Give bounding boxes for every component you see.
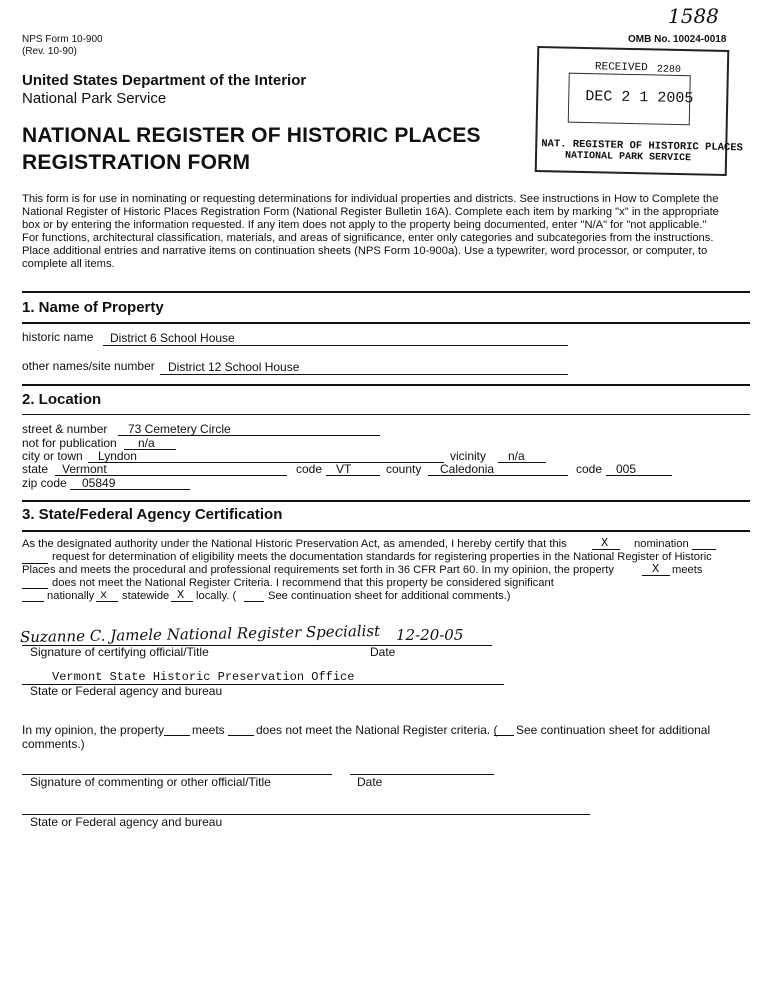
signature-label: Signature of certifying official/Title xyxy=(30,645,209,659)
city-field[interactable]: Lyndon xyxy=(98,449,137,463)
county-label: county xyxy=(386,462,422,476)
section1-top-rule xyxy=(22,291,750,293)
county-field[interactable]: Caledonia xyxy=(440,462,495,476)
stamp-line2: NATIONAL PARK SERVICE xyxy=(564,150,692,165)
zip-underline xyxy=(70,489,190,490)
form-title-line2: REGISTRATION FORM xyxy=(22,151,251,174)
agency-label: State or Federal agency and bureau xyxy=(30,684,223,698)
vicinity-underline xyxy=(498,462,546,463)
other-names-label: other names/site number xyxy=(22,359,155,373)
opinion-does-not-meet-label: does not meet the National Register criteria. ( xyxy=(256,723,498,737)
locally-mark-underline xyxy=(171,601,193,602)
nationally-label: nationally xyxy=(47,590,95,602)
not-for-publication-field[interactable]: n/a xyxy=(138,436,155,450)
certifying-signature: Suzanne C. Jamele National Register Specialist xyxy=(19,621,381,647)
opinion-meets-blank[interactable] xyxy=(164,735,190,736)
agency-field[interactable]: Vermont State Historic Preservation Office xyxy=(52,670,355,684)
state-field[interactable]: Vermont xyxy=(62,462,107,476)
omb-number: OMB No. 10024-0018 xyxy=(628,34,727,45)
vicinity-field[interactable]: n/a xyxy=(508,449,525,463)
historic-name-underline xyxy=(103,345,568,346)
county-code-field[interactable]: 005 xyxy=(616,462,637,476)
commenting-date-label: Date xyxy=(357,775,383,789)
nomination-mark[interactable]: X xyxy=(601,536,609,550)
cert-meets-label: meets xyxy=(672,564,703,576)
other-names-underline xyxy=(160,374,568,375)
meets-mark[interactable]: X xyxy=(652,562,660,576)
nationally-blank-underline xyxy=(22,601,44,602)
section3-title: 3. State/Federal Agency Certification xyxy=(22,506,283,523)
statewide-mark[interactable]: x xyxy=(100,588,108,602)
cert-text-line3: Places and meets the procedural and professional requirements set forth in 36 CFR Part 60. In my opinion, the property xyxy=(22,564,615,576)
nomination-mark-underline xyxy=(592,549,620,550)
state-code-underline xyxy=(326,475,380,476)
cert-text-line2: request for determination of eligibility meets the documentation standards for registering properties in the National Register of Historic xyxy=(52,551,712,563)
city-label: city or town xyxy=(22,449,83,463)
section3-bottom-rule xyxy=(22,530,750,532)
intro-line4: For functions, architectural classification, materials, and areas of significance, enter only categories and subcategories from the instructions. xyxy=(22,232,714,244)
intro-line3: box or by entering the information requested. If any item does not apply to the property being documented, enter "N/A" for "not applicable." xyxy=(22,219,707,231)
section2-top-rule xyxy=(22,384,750,386)
received-stamp xyxy=(535,46,744,176)
locally-label: locally. ( xyxy=(196,590,237,602)
cert-text-line4: does not meet the National Register Criteria. I recommend that this property be considered significant xyxy=(52,577,554,589)
cert-text-line1: As the designated authority under the National Historic Preservation Act, as amended, I hereby certify that this xyxy=(22,538,567,550)
opinion-continuation-blank[interactable] xyxy=(494,735,514,736)
section1-bottom-rule xyxy=(22,322,750,324)
intro-line1: This form is for use in nominating or requesting determinations for individual properties and districts. See instructions in How to Complete the xyxy=(22,193,719,205)
meets-mark-underline xyxy=(642,575,670,576)
continuation-note: See continuation sheet for additional comments.) xyxy=(268,590,511,602)
section2-title: 2. Location xyxy=(22,391,102,408)
statewide-label: statewide xyxy=(122,590,170,602)
opinion-text: In my opinion, the property xyxy=(22,723,165,737)
intro-line2: National Register of Historic Places Registration Form (National Register Bulletin 16A). Complete each item by marking "x" in the appropriate xyxy=(22,206,719,218)
date-label: Date xyxy=(370,645,396,659)
state-code-label: code xyxy=(296,462,323,476)
other-names-field[interactable]: District 12 School House xyxy=(168,360,300,374)
zip-field[interactable]: 05849 xyxy=(82,476,116,490)
stamp-date-box xyxy=(568,73,694,126)
section2-bottom-rule xyxy=(22,414,750,415)
state-label: state xyxy=(22,462,49,476)
nomination-blank-underline xyxy=(692,549,716,550)
county-code-label: code xyxy=(576,462,603,476)
agency2-label: State or Federal agency and bureau xyxy=(30,815,223,829)
street-label: street & number xyxy=(22,422,108,436)
certifying-date-value: 12-20-05 xyxy=(396,626,464,644)
handwritten-number: 1588 xyxy=(668,4,719,28)
historic-name-label: historic name xyxy=(22,330,94,344)
service-name: National Park Service xyxy=(22,90,167,107)
form-title-line1: NATIONAL REGISTER OF HISTORIC PLACES xyxy=(22,124,481,147)
historic-name-field[interactable]: District 6 School House xyxy=(110,331,235,345)
vicinity-label: vicinity xyxy=(450,449,487,463)
stamp-code: 2280 xyxy=(656,64,681,77)
county-code-underline xyxy=(606,475,672,476)
opinion-does-not-meet-blank[interactable] xyxy=(228,735,254,736)
intro-line6: complete all items. xyxy=(22,258,115,270)
opinion-comments: comments.) xyxy=(22,737,85,751)
stamp-date: DEC 2 1 2005 xyxy=(585,88,694,108)
cert-nomination-label: nomination xyxy=(634,538,689,550)
continuation-blank-underline xyxy=(244,601,264,602)
stamp-line1: NAT. REGISTER OF HISTORIC PLACES xyxy=(541,138,744,155)
does-not-meet-blank-underline xyxy=(22,588,48,589)
form-number: NPS Form 10-900 xyxy=(22,34,103,45)
form-revision: (Rev. 10-90) xyxy=(22,46,77,57)
department-name: United States Department of the Interior xyxy=(22,72,307,89)
not-for-publication-label: not for publication xyxy=(22,436,117,450)
street-field[interactable]: 73 Cemetery Circle xyxy=(128,422,231,436)
opinion-meets-label: meets xyxy=(192,723,225,737)
opinion-continuation-note: See continuation sheet for additional xyxy=(516,723,711,737)
street-underline xyxy=(118,435,380,436)
commenting-signature-label: Signature of commenting or other official/Title xyxy=(30,775,271,789)
section1-title: 1. Name of Property xyxy=(22,299,164,316)
zip-label: zip code xyxy=(22,476,67,490)
county-underline xyxy=(428,475,568,476)
section3-top-rule xyxy=(22,500,750,502)
intro-line5: Place additional entries and narrative items on continuation sheets (NPS Form 10-900a). Use a typewriter, word processor, or computer, to xyxy=(22,245,708,257)
stamp-received: RECEIVED xyxy=(594,61,648,75)
locally-mark[interactable]: X xyxy=(177,588,185,602)
state-code-field[interactable]: VT xyxy=(336,462,352,476)
statewide-mark-underline xyxy=(96,601,118,602)
